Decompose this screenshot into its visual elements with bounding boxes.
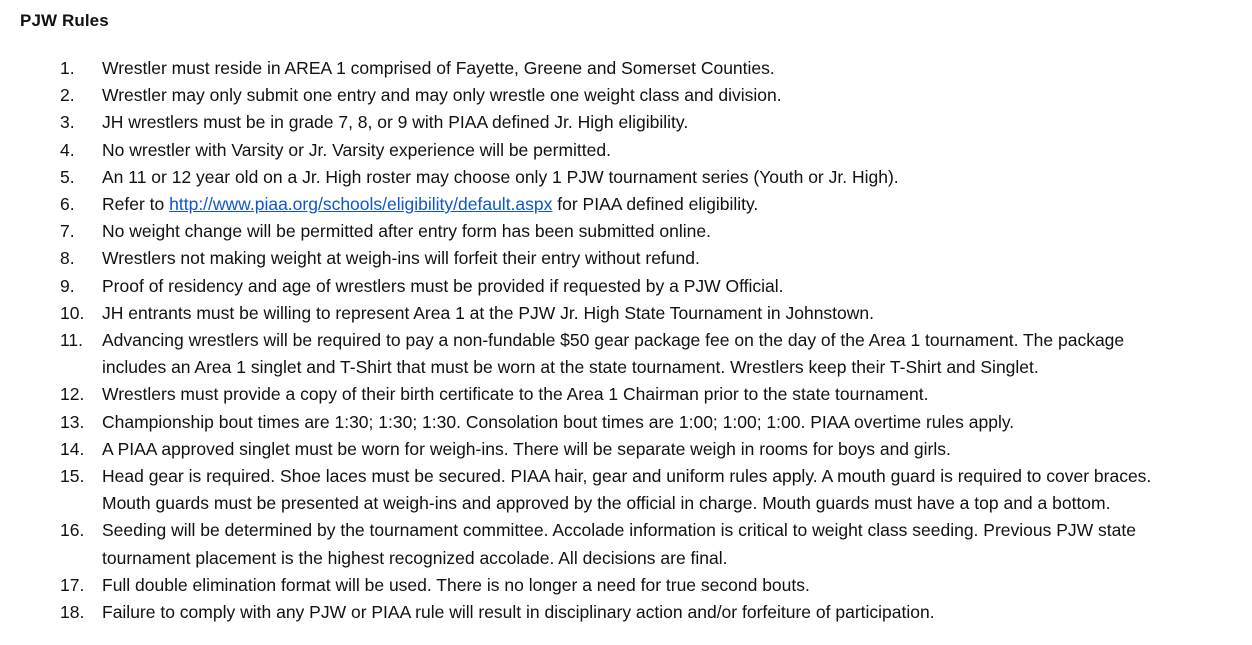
rule-number: 13. <box>60 411 85 432</box>
rule-item <box>0 599 1252 626</box>
rule-text: Wrestler must reside in AREA 1 comprised of Fayette, Greene and Somerset Counties. <box>102 58 775 78</box>
rule-text: Head gear is required. Shoe laces must be secured. PIAA hair, gear and uniform rules apply. A mouth guard is required to cover braces. <box>102 466 1152 487</box>
rule-number: 15. <box>60 466 85 487</box>
rule-text: Proof of residency and age of wrestlers must be provided if requested by a PJW Official. <box>102 275 784 296</box>
rule-item <box>0 572 1252 599</box>
rule-text: JH wrestlers must be in grade 7, 8, or 9 with PIAA defined Jr. High eligibility. <box>102 112 689 133</box>
rule-text: JH entrants must be willing to represent Area 1 at the PJW Jr. High State Tournament in Johnstown. <box>102 302 875 323</box>
rule-item <box>0 409 1252 436</box>
rule-number: 8. <box>60 248 75 269</box>
rule-text: Full double elimination format will be used. There is no longer a need for true second bouts. <box>102 574 810 595</box>
rule-number: 11. <box>60 330 84 351</box>
rule-item <box>0 300 1252 327</box>
rule-item <box>0 517 1252 571</box>
rule-number: 7. <box>60 221 75 242</box>
rule-number: 17. <box>60 574 85 595</box>
rule-item <box>0 137 1252 164</box>
rule-item <box>0 327 1252 381</box>
rule-text-continuation: Mouth guards must be presented at weigh-ins and approved by the official in charge. Mouth guards must have a top and a bottom. <box>102 493 1111 514</box>
rule-text-after-link: for PIAA defined eligibility. <box>552 194 759 215</box>
rule-number: 6. <box>60 194 75 215</box>
rule-number: 5. <box>60 166 75 187</box>
rule-text: Failure to comply with any PJW or PIAA rule will result in disciplinary action and/or forfeiture of participation. <box>102 602 935 623</box>
rule-text: Seeding will be determined by the tournament committee. Accolade information is critical to weight class seeding. Previous PJW state <box>102 520 1136 541</box>
rule-text: Wrestler may only submit one entry and may only wrestle one weight class and division. <box>102 85 782 106</box>
rule-item <box>0 245 1252 272</box>
rule-text: Wrestlers not making weight at weigh-ins will forfeit their entry without refund. <box>102 248 700 269</box>
rule-number: 2. <box>60 85 75 106</box>
eligibility-link[interactable]: http://www.piaa.org/schools/eligibility/default.aspx <box>169 194 553 215</box>
rule-text-before-link: Refer to <box>102 194 170 215</box>
rule-number: 16. <box>60 520 85 541</box>
rule-text: No wrestler with Varsity or Jr. Varsity experience will be permitted. <box>102 139 611 160</box>
page-title: PJW Rules <box>20 11 109 30</box>
rule-number: 18. <box>60 602 85 623</box>
rule-text-continuation: tournament placement is the highest recognized accolade. All decisions are final. <box>102 547 728 568</box>
rule-item <box>0 273 1252 300</box>
rule-number: 4. <box>60 139 75 160</box>
rule-number: 10. <box>60 302 85 323</box>
rules-list <box>0 55 1252 626</box>
rule-text <box>102 191 1244 218</box>
rule-item <box>0 463 1252 517</box>
rule-item <box>0 82 1252 109</box>
rule-text: A PIAA approved singlet must be worn for weigh-ins. There will be separate weigh in rooms for boys and girls. <box>102 438 951 459</box>
rule-item <box>0 381 1252 408</box>
rule-item <box>0 164 1252 191</box>
rule-item <box>0 55 1252 82</box>
rule-text: Advancing wrestlers will be required to pay a non-fundable $50 gear package fee on the day of the Area 1 tournament. The package <box>102 330 1125 351</box>
rule-text-continuation: includes an Area 1 singlet and T-Shirt that must be worn at the state tournament. Wrestlers keep their T-Shirt and Singlet. <box>102 357 1039 378</box>
rule-item <box>0 191 1252 218</box>
rule-item <box>0 218 1252 245</box>
rule-text: Wrestlers must provide a copy of their birth certificate to the Area 1 Chairman prior to the state tournament. <box>102 384 929 405</box>
rule-number: 1. <box>60 58 75 78</box>
rule-text: No weight change will be permitted after entry form has been submitted online. <box>102 221 711 242</box>
rule-item <box>0 109 1252 136</box>
rule-number: 3. <box>60 112 75 133</box>
rule-text: Championship bout times are 1:30; 1:30; 1:30. Consolation bout times are 1:00; 1:00; 1:00. PIAA overtime rules apply. <box>102 411 1015 432</box>
rule-item <box>0 436 1252 463</box>
rule-number: 14. <box>60 438 85 459</box>
rule-text: An 11 or 12 year old on a Jr. High roster may choose only 1 PJW tournament series (Youth or Jr. High). <box>102 166 899 187</box>
rule-number: 9. <box>60 275 75 296</box>
rule-number: 12. <box>60 384 85 405</box>
